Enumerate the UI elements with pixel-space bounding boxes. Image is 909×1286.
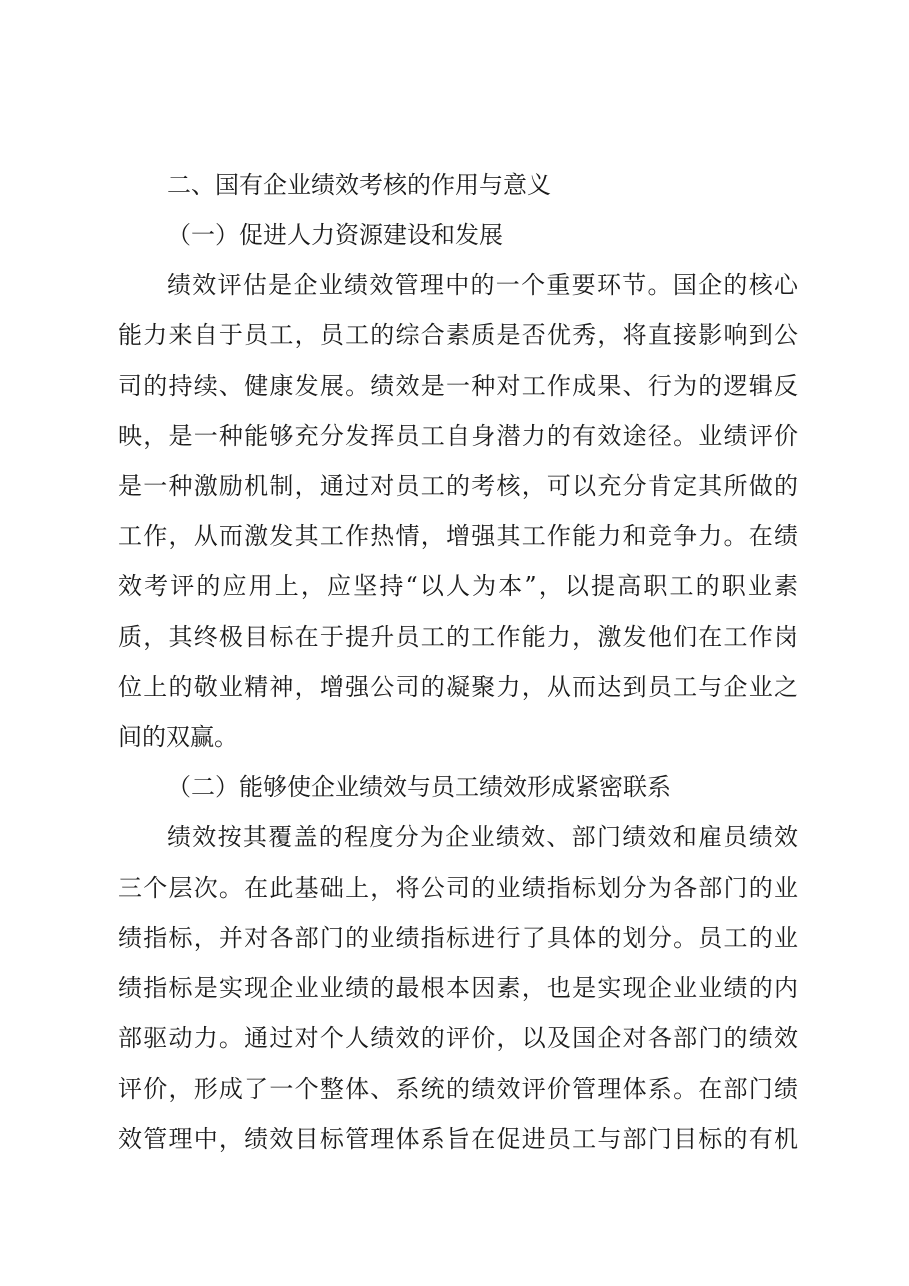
paragraph-line: 位上的敬业精神，增强公司的凝聚力，从而达到员工与企业之 bbox=[118, 673, 798, 701]
paragraph-line: 是一种激励机制，通过对员工的考核，可以充分肯定其所做的 bbox=[118, 472, 798, 500]
paragraph-line: 效考评的应用上，应坚持“以人为本”，以提高职工的职业素 bbox=[118, 572, 798, 600]
paragraph-line: 司的持续、健康发展。绩效是一种对工作成果、行为的逻辑反 bbox=[118, 372, 798, 400]
paragraph-line: 能力来自于员工，员工的综合素质是否优秀，将直接影响到公 bbox=[118, 321, 798, 349]
paragraph-line: 工作，从而激发其工作热情，增强其工作能力和竞争力。在绩 bbox=[118, 522, 798, 550]
paragraph-line: 评价，形成了一个整体、系统的绩效评价管理体系。在部门绩 bbox=[118, 1075, 798, 1103]
section-title: 二、国有企业绩效考核的作用与意义 bbox=[167, 171, 551, 199]
paragraph-line: 绩效评估是企业绩效管理中的一个重要环节。国企的核心 bbox=[167, 271, 798, 299]
paragraph-line: 绩指标，并对各部门的业绩指标进行了具体的划分。员工的业 bbox=[118, 924, 798, 952]
paragraph-line: 部驱动力。通过对个人绩效的评价，以及国企对各部门的绩效 bbox=[118, 1024, 798, 1052]
paragraph-line: 映，是一种能够充分发挥员工自身潜力的有效途径。业绩评价 bbox=[118, 422, 798, 450]
paragraph-line: 绩效按其覆盖的程度分为企业绩效、部门绩效和雇员绩效 bbox=[167, 823, 798, 851]
paragraph-line: 绩指标是实现企业业绩的最根本因素，也是实现企业业绩的内 bbox=[118, 974, 798, 1002]
paragraph-line: 效管理中，绩效目标管理体系旨在促进员工与部门目标的有机 bbox=[118, 1125, 798, 1153]
subsection-title: （一）促进人力资源建设和发展 bbox=[167, 221, 503, 249]
paragraph-line: 三个层次。在此基础上，将公司的业绩指标划分为各部门的业 bbox=[118, 874, 798, 902]
paragraph-line: 质，其终极目标在于提升员工的工作能力，激发他们在工作岗 bbox=[118, 623, 798, 651]
subsection-title: （二）能够使企业绩效与员工绩效形成紧密联系 bbox=[167, 773, 671, 801]
paragraph-line: 间的双赢。 bbox=[118, 723, 238, 751]
